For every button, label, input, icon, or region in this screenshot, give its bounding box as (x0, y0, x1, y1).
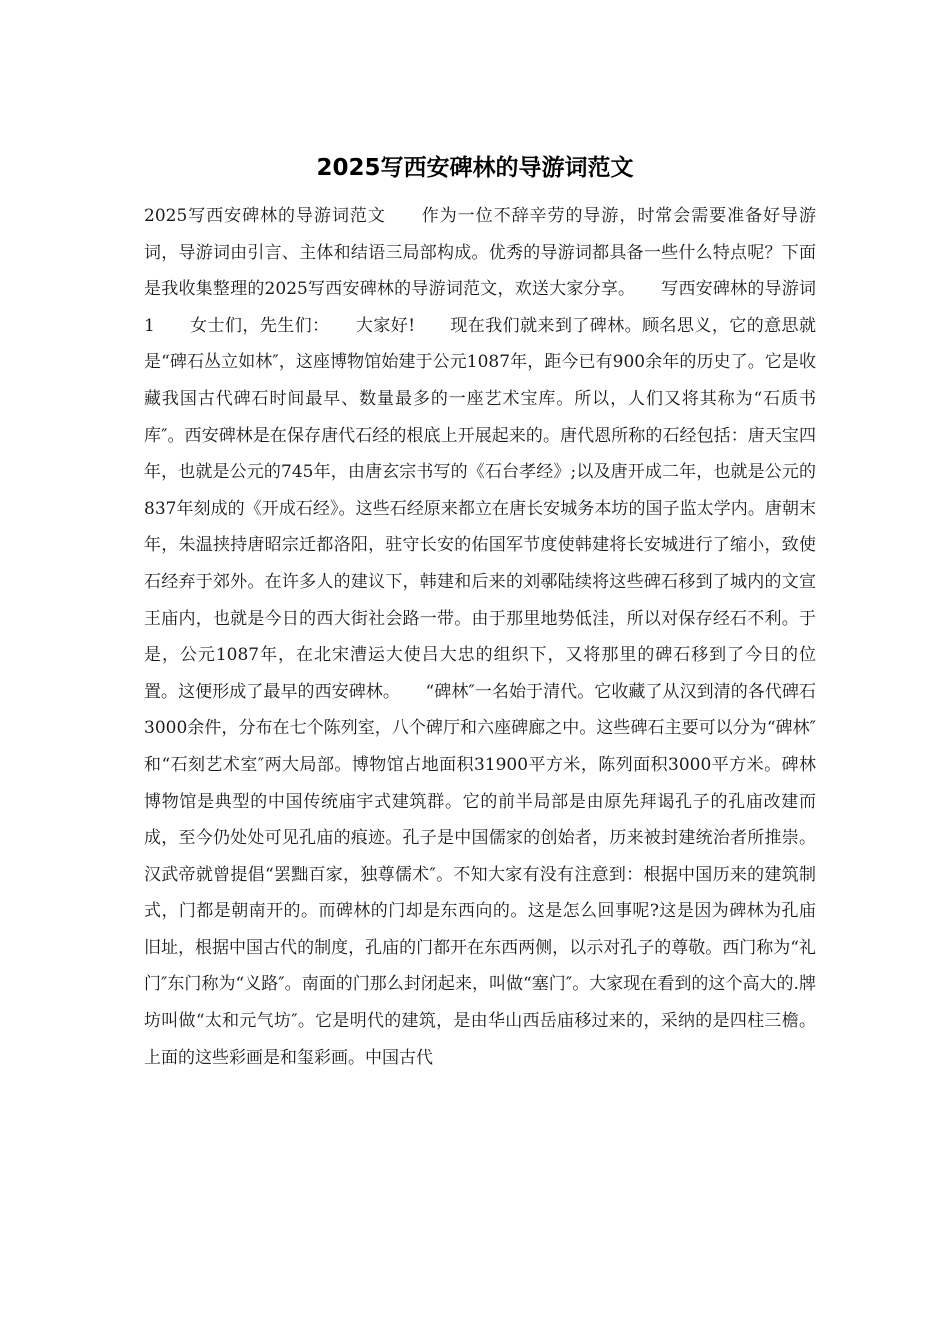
document-title: 2025写西安碑林的导游词范文 (316, 155, 634, 181)
document-body: 2025写西安碑林的导游词范文 作为一位不辞辛劳的导游，时常会需要准备好导游词，导游词由引言、主体和结语三局部构成。优秀的导游词都具备一些什么特点呢？下面是我收集整理的2025写西安碑林的导游词范文，欢送大家分享。 写西安碑林的导游词1 女士们，先生们： 大家好! 现在我们就来到了碑林。顾名思义，它的意思就是“碑石丛立如林″，这座博物馆始建于公元1087年，距今已有900余年的历史了。它是收藏我国古代碑石时间最早、数量最多的一座艺术宝库。所以，人们又将其称为“石质书库″。西安碑林是在保存唐代石经的根底上开展起来的。唐代恩所称的石经包括：唐天宝四年，也就是公元的745年，由唐玄宗书写的《石台孝经》;以及唐开成二年，也就是公元的837年刻成的《开成石经》。这些石经原来都立在唐长安城务本坊的国子监太学内。唐朝末年，朱温挟持唐昭宗迁都洛阳，驻守长安的佑国军节度使韩建将长安城进行了缩小，致使石经弃于郊外。在许多人的建议下，韩建和后来的刘鄩陆续将这些碑石移到了城内的文宣王庙内，也就是今日的西大街社会路一带。由于那里地势低洼，所以对保存经石不利。于是，公元1087年，在北宋漕运大使吕大忠的组织下，又将那里的碑石移到了今日的位置。这便形成了最早的西安碑林。 “碑林″一名始于清代。它收藏了从汉到清的各代碑石3000余件，分布在七个陈列室，八个碑厅和六座碑廊之中。这些碑石主要可以分为“碑林″和“石刻艺术室″两大局部。博物馆占地面积31900平方米，陈列面积3000平方米。碑林博物馆是典型的中国传统庙宇式建筑群。它的前半局部是由原先拜谒孔子的孔庙改建而成，至今仍处处可见孔庙的痕迹。孔子是中国儒家的创始者，历来被封建统治者所推崇。汉武帝就曾提倡“罢黜百家，独尊儒术″。不知大家有没有注意到：根据中国历来的建筑制式，门都是朝南开的。而碑林的门却是东西向的。这是怎么回事呢?这是因为碑林为孔庙旧址，根据中国古代的制度，孔庙的门都开在东西两侧，以示对孔子的尊敬。西门称为“礼门″东门称为“义路″。南面的门那么封闭起来，叫做“塞门″。大家现在看到的这个高大的.牌坊叫做“太和元气坊″。它是明代的建筑，是由华山西岳庙移过来的，采纳的是四柱三檐。上面的这些彩画是和玺彩画。中国古代 (144, 206, 816, 1068)
